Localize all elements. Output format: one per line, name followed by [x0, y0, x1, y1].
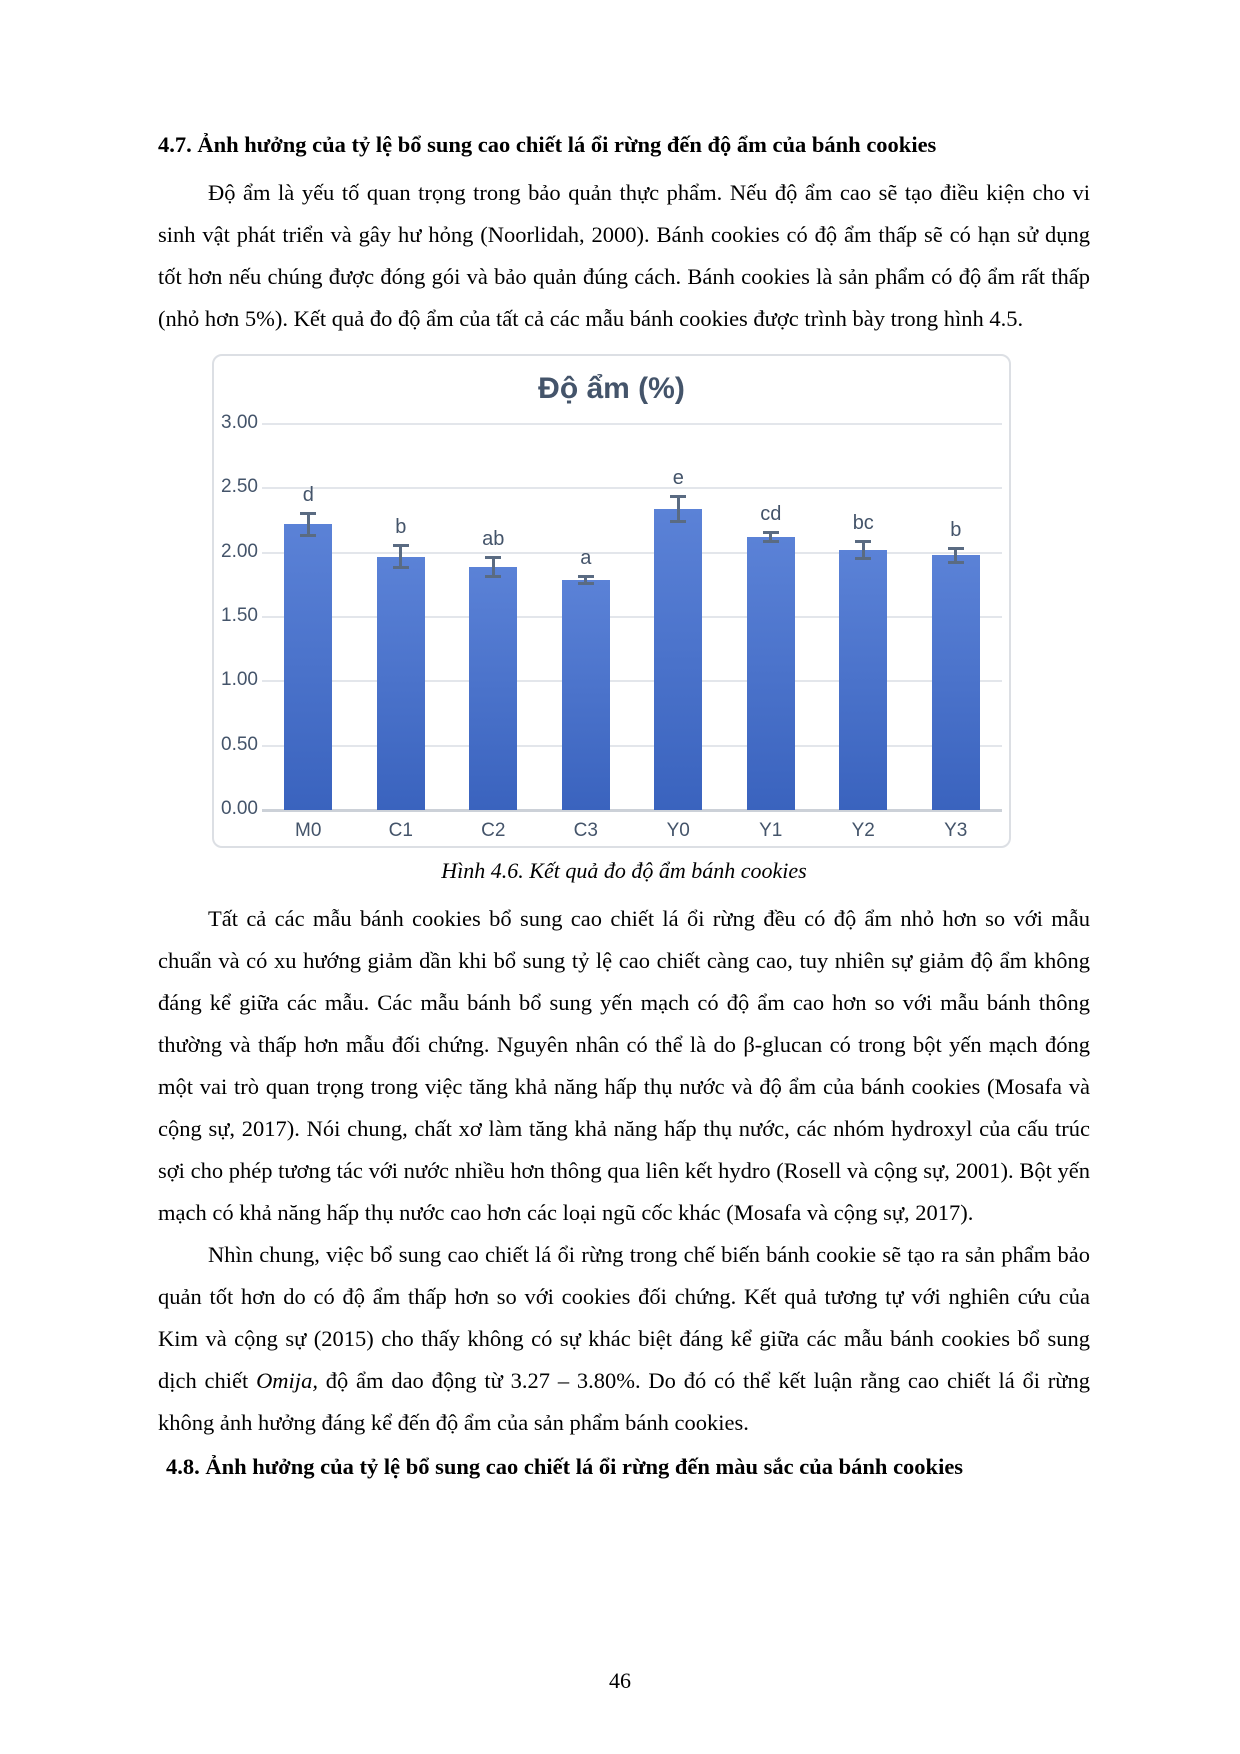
y-axis-tick-label: 1.00 — [221, 669, 258, 691]
x-axis-tick-label: Y2 — [851, 820, 875, 841]
significance-letter: cd — [760, 503, 782, 526]
y-axis-tick-label: 2.50 — [221, 476, 258, 498]
figure-caption: Hình 4.6. Kết quả đo độ ẩm bánh cookies — [441, 858, 807, 883]
gridline — [262, 616, 1002, 618]
paragraph-3-text-end: độ ẩm dao động từ 3.27 – 3.80%. Do đó có thể kết luận rằng cao chiết lá ổi rừng không ảnh hưởng đáng kể đến độ ẩm của sản phẩm bánh cookies. — [158, 1368, 1090, 1435]
paragraph-3-text: Nhìn chung, việc bổ sung cao chiết lá ổi rừng trong chế biến bánh cookie sẽ tạo ra sản phẩm bảo quản tốt hơn do có độ ẩm thấp hơn so với cookies đối chứng. Kết quả tương tự với nghiên cứu của Kim và cộng sự (2015) cho thấy không có sự khác biệt đáng kể giữa các mẫu bánh cookies bổ sung dịch chiết — [158, 1242, 1090, 1393]
y-axis-tick-label: 0.00 — [221, 798, 258, 819]
figure-moisture-bar-chart — [212, 354, 1011, 848]
error-bar — [677, 496, 680, 522]
significance-letter: e — [672, 467, 684, 490]
gridline — [262, 423, 1002, 425]
bar-C1 — [377, 557, 425, 810]
bar-Y3 — [932, 555, 980, 810]
paragraph-3-italic-omija: Omija, — [256, 1368, 318, 1393]
bar-Y0 — [654, 509, 702, 810]
error-bar-cap-top — [763, 531, 779, 534]
bar-Y2 — [839, 550, 887, 810]
x-axis-tick-label: M0 — [295, 820, 322, 841]
error-bar-cap-bottom — [948, 561, 964, 564]
gridline — [262, 809, 1002, 812]
gridline — [262, 487, 1002, 489]
significance-letter: b — [395, 515, 407, 538]
section-heading-4-7: 4.7. Ảnh hưởng của tỷ lệ bổ sung cao chiết lá ổi rừng đến độ ẩm của bánh cookies — [158, 132, 937, 157]
significance-letter: ab — [482, 527, 505, 550]
x-axis-tick-label: C1 — [388, 820, 413, 841]
chart-title: Độ ẩm (%) — [538, 372, 685, 405]
paragraph-1: Độ ẩm là yếu tố quan trọng trong bảo quản thực phẩm. Nếu độ ẩm cao sẽ tạo điều kiện cho vi sinh vật phát triển và gây hư hỏng (Noorlidah, 2000). Bánh cookies có độ ẩm thấp sẽ có hạn sử dụng tốt hơn nếu chúng được đóng gói và bảo quản đúng cách. Bánh cookies là sản phẩm có độ ẩm rất thấp (nhỏ hơn 5%). Kết quả đo độ ẩm của tất cả các mẫu bánh cookies được trình bày trong hình 4.5. — [158, 180, 1090, 331]
page-number: 46 — [609, 1668, 631, 1693]
x-axis-tick-label: Y3 — [944, 820, 968, 841]
y-axis-tick-label: 3.00 — [221, 412, 258, 433]
paragraph-3 — [158, 1234, 1090, 1444]
error-bar — [307, 513, 310, 536]
bar-Y1 — [747, 537, 795, 810]
error-bar-cap-bottom — [578, 582, 594, 585]
section-heading-4-8: 4.8. Ảnh hưởng của tỷ lệ bổ sung cao chiết lá ổi rừng đến màu sắc của bánh cookies — [166, 1454, 964, 1479]
error-bar-cap-top — [393, 544, 409, 547]
error-bar-cap-top — [300, 512, 316, 515]
gridline — [262, 745, 1002, 747]
error-bar-cap-bottom — [485, 575, 501, 578]
bar-M0 — [284, 524, 332, 810]
error-bar-cap-top — [948, 547, 964, 550]
gridline — [262, 680, 1002, 682]
significance-letter: d — [302, 483, 314, 506]
error-bar-cap-top — [855, 540, 871, 543]
error-bar-cap-top — [670, 495, 686, 498]
significance-letter: a — [580, 546, 592, 569]
error-bar-cap-bottom — [855, 557, 871, 560]
x-axis-tick-label: C2 — [481, 820, 506, 841]
error-bar-cap-bottom — [763, 540, 779, 543]
bar-C2 — [469, 567, 517, 810]
error-bar — [399, 545, 402, 568]
error-bar-cap-bottom — [300, 534, 316, 537]
error-bar — [492, 557, 495, 578]
error-bar-cap-bottom — [393, 566, 409, 569]
paragraph-2: Tất cả các mẫu bánh cookies bổ sung cao chiết lá ổi rừng đều có độ ẩm nhỏ hơn so với mẫu chuẩn và có xu hướng giảm dần khi bổ sung tỷ lệ cao chiết càng cao, tuy nhiên sự giảm độ ẩm không đáng kể giữa các mẫu. Các mẫu bánh bổ sung yến mạch có độ ẩm cao hơn so với mẫu bánh thông thường và thấp hơn mẫu đối chứng. Nguyên nhân có thể là do β-glucan có trong bột yến mạch đóng một vai trò quan trọng trong việc tăng khả năng hấp thụ nước và độ ẩm của bánh cookies (Mosafa và cộng sự, 2017). Nói chung, chất xơ làm tăng khả năng hấp thụ nước, các nhóm hydroxyl của cấu trúc sợi cho phép tương tác với nước nhiều hơn thông qua liên kết hydro (Rosell và cộng sự, 2001). Bột yến mạch có khả năng hấp thụ nước cao hơn các loại ngũ cốc khác (Mosafa và cộng sự, 2017). — [158, 906, 1090, 1225]
bar-C3 — [562, 580, 610, 810]
x-axis-tick-label: Y1 — [759, 820, 783, 841]
error-bar-cap-top — [578, 575, 594, 578]
x-axis-tick-label: C3 — [573, 820, 598, 841]
significance-letter: b — [950, 518, 962, 541]
y-axis-tick-label: 1.50 — [221, 605, 258, 626]
y-axis-tick-label: 0.50 — [221, 733, 258, 755]
y-axis-tick-label: 2.00 — [221, 540, 258, 562]
x-axis-tick-label: Y0 — [666, 820, 690, 841]
error-bar-cap-top — [485, 556, 501, 559]
significance-letter: bc — [852, 512, 874, 535]
gridline — [262, 552, 1002, 554]
error-bar-cap-bottom — [670, 520, 686, 523]
